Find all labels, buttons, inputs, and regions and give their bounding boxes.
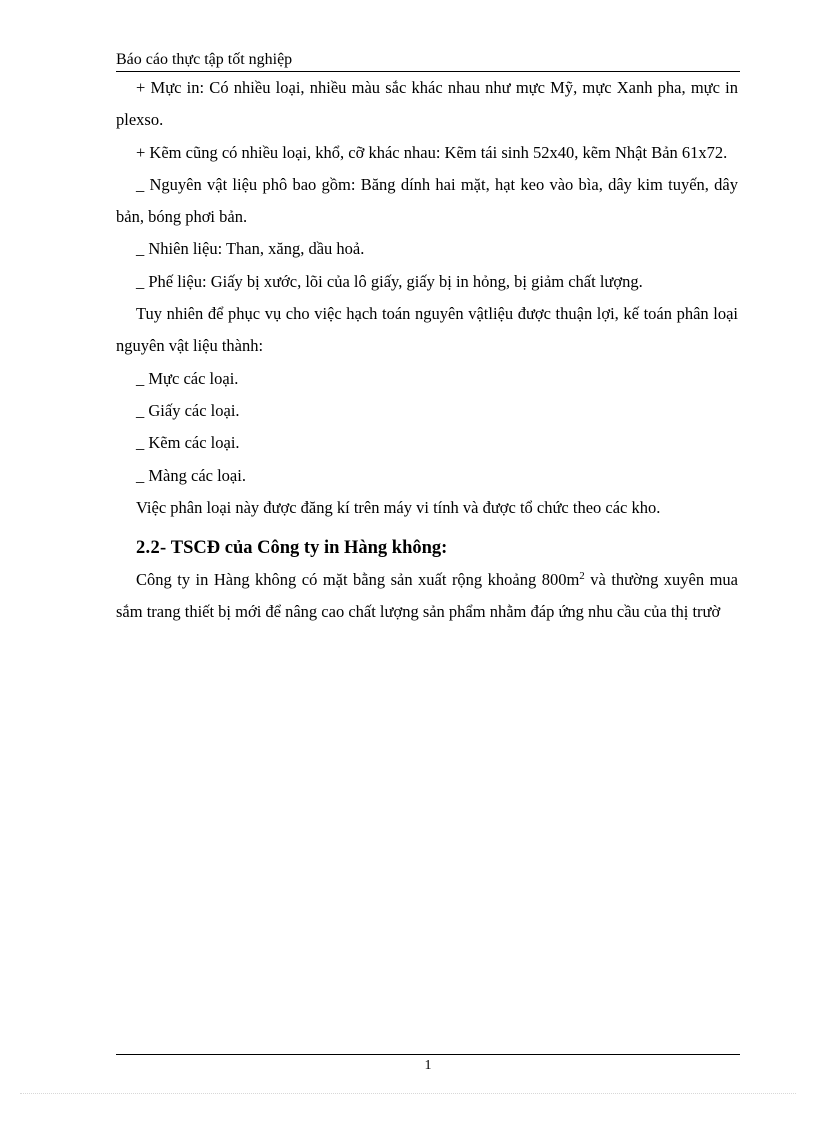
paragraph-zinc: + Kẽm cũng có nhiều loại, khổ, cỡ khác nhau: Kẽm tái sinh 52x40, kẽm Nhật Bản 61x72. xyxy=(136,142,728,162)
running-header: Báo cáo thực tập tốt nghiệp xyxy=(116,51,293,68)
footer-rule xyxy=(116,1054,740,1055)
paragraph-scrap: _ Phế liệu: Giấy bị xước, lõi của lô giấy, giấy bị in hỏng, bị giảm chất lượng. xyxy=(136,271,643,291)
list-item: _ Kẽm các loại. xyxy=(136,433,240,453)
list-item: _ Mực các loại. xyxy=(136,368,239,388)
section-heading xyxy=(116,532,738,564)
area-exponent: 2 xyxy=(579,570,585,583)
paragraph-auxiliary-materials: _ Nguyên vật liệu phô bao gồm: Băng dính hai mặt, hạt keo vào bìa, dây kim tuyến, dây bản, bóng phơi bản. xyxy=(116,174,738,227)
document-body xyxy=(116,72,738,629)
list-item: _ Màng các loại. xyxy=(136,465,246,485)
paragraph-registration: Việc phân loại này được đăng kí trên máy vi tính và được tổ chức theo các kho. xyxy=(136,497,661,517)
paragraph-classification-intro: Tuy nhiên để phục vụ cho việc hạch toán nguyên vậtliệu được thuận lợi, kế toán phân loại nguyên vật liệu thành: xyxy=(116,304,738,356)
paragraph-fixed-assets-text-rest: và thường xuyên mua sắm trang thiết bị mới để nâng cao chất lượng sản phẩm nhằm đáp ứng nhu cầu của thị trườ xyxy=(116,570,738,622)
section-title: TSCĐ của Công ty in Hàng không: xyxy=(170,538,448,559)
paragraph-ink: + Mực in: Có nhiều loại, nhiều màu sắc khác nhau như mực Mỹ, mực Xanh pha, mực in plexso. xyxy=(116,78,738,130)
page-edge-divider xyxy=(20,1093,796,1094)
paragraph-fixed-assets xyxy=(116,564,738,629)
page-number: 1 xyxy=(424,1058,432,1073)
list-item: _ Giấy các loại. xyxy=(136,400,240,420)
section-number: 2.2- xyxy=(136,538,167,559)
paragraph-fuel: _ Nhiên liệu: Than, xăng, dầu hoả. xyxy=(136,239,365,259)
paragraph-fixed-assets-text: Công ty in Hàng không có mặt bằng sản xuất rộng khoảng 800m xyxy=(136,570,580,590)
